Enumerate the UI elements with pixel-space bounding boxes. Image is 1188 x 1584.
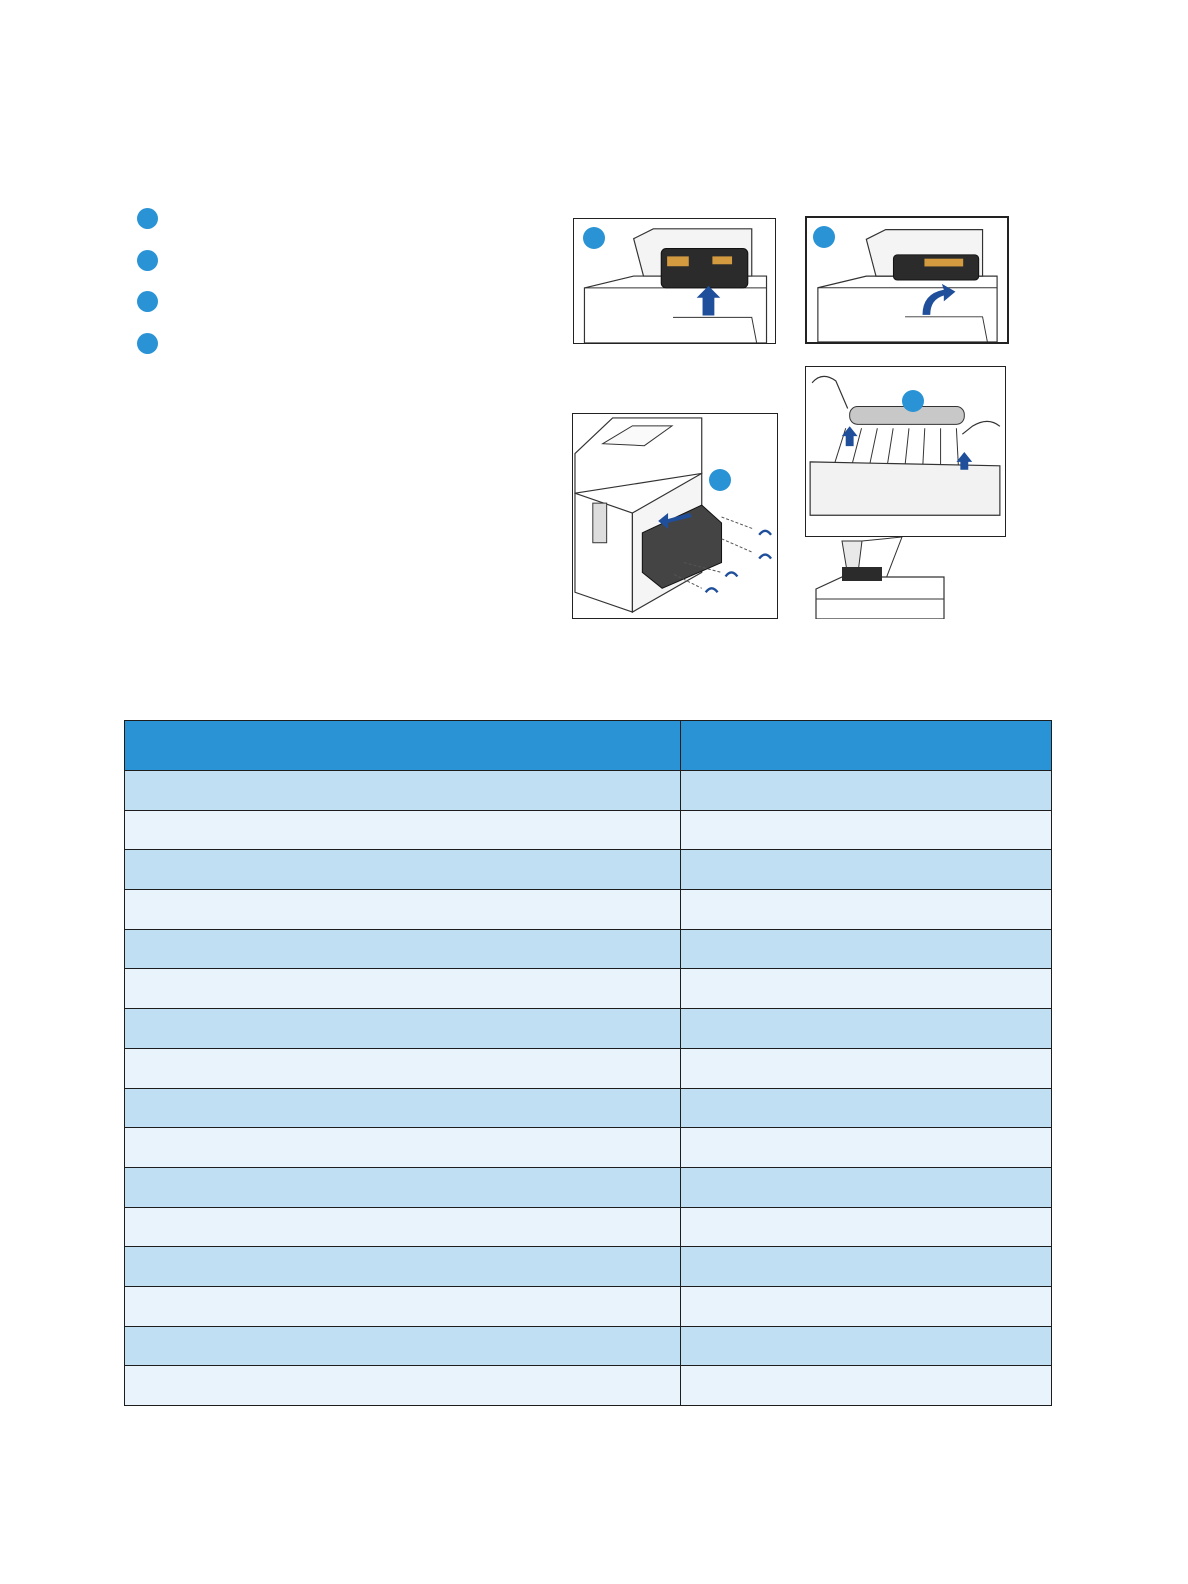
table-cell: [125, 1286, 681, 1326]
table-cell: [125, 929, 681, 969]
step-badge: [583, 227, 605, 249]
step-item: [137, 291, 497, 333]
table-cell: [681, 1088, 1052, 1128]
table-cell: [681, 1167, 1052, 1207]
table-cell: [681, 1286, 1052, 1326]
step-list: [137, 208, 497, 374]
table-row: [125, 1009, 1052, 1049]
table-cell: [681, 1048, 1052, 1088]
table-row: [125, 771, 1052, 811]
table-header-row: [125, 721, 1052, 771]
figure-remove-cartridge: [573, 218, 776, 344]
table-cell: [125, 1366, 681, 1406]
table-cell: [125, 1207, 681, 1247]
table-cell: [125, 771, 681, 811]
step-item: [137, 208, 497, 250]
step-badge: [813, 226, 835, 248]
figure-remove-fuser: [572, 413, 778, 619]
table-header-cell: [125, 721, 681, 771]
table-cell: [125, 1048, 681, 1088]
table-row: [125, 890, 1052, 930]
table-cell: [681, 771, 1052, 811]
step-item: [137, 250, 497, 292]
table-row: [125, 1048, 1052, 1088]
table-row: [125, 929, 1052, 969]
table-header-cell: [681, 721, 1052, 771]
printer-open-illustration: [807, 218, 1007, 342]
table-row: [125, 1247, 1052, 1287]
table-cell: [681, 1366, 1052, 1406]
table-cell: [681, 810, 1052, 850]
table-cell: [125, 810, 681, 850]
table-row: [125, 850, 1052, 890]
table-row: [125, 1286, 1052, 1326]
figure-printer-callout: [812, 537, 946, 619]
table-cell: [681, 890, 1052, 930]
table-cell: [681, 1009, 1052, 1049]
step-badge: [709, 469, 731, 491]
table-row: [125, 1207, 1052, 1247]
table-cell: [125, 969, 681, 1009]
table-row: [125, 810, 1052, 850]
table-cell: [681, 1247, 1052, 1287]
step-number-badge: [137, 250, 158, 271]
table-cell: [125, 890, 681, 930]
table-cell: [681, 969, 1052, 1009]
table-row: [125, 1088, 1052, 1128]
step-number-badge: [137, 291, 158, 312]
table-cell: [125, 1128, 681, 1168]
table-cell: [681, 929, 1052, 969]
table-cell: [125, 1088, 681, 1128]
table-row: [125, 1366, 1052, 1406]
step-number-badge: [137, 333, 158, 354]
table-cell: [125, 1009, 681, 1049]
table-cell: [681, 850, 1052, 890]
table-cell: [125, 1247, 681, 1287]
table-row: [125, 1128, 1052, 1168]
table-cell: [681, 1207, 1052, 1247]
step-item: [137, 333, 497, 375]
table-cell: [681, 1326, 1052, 1366]
parts-table: [124, 720, 1052, 1406]
step-number-badge: [137, 208, 158, 229]
table-cell: [125, 1167, 681, 1207]
printer-callout-illustration: [812, 537, 946, 619]
table-row: [125, 1167, 1052, 1207]
step-badge: [902, 390, 924, 412]
printer-rear-fuser-illustration: [573, 414, 777, 618]
table-row: [125, 969, 1052, 1009]
figure-remove-roller: [805, 366, 1006, 537]
table-row: [125, 1326, 1052, 1366]
table-cell: [125, 1326, 681, 1366]
figure-lift-cartridge: [805, 216, 1009, 344]
table-cell: [125, 850, 681, 890]
table-cell: [681, 1128, 1052, 1168]
